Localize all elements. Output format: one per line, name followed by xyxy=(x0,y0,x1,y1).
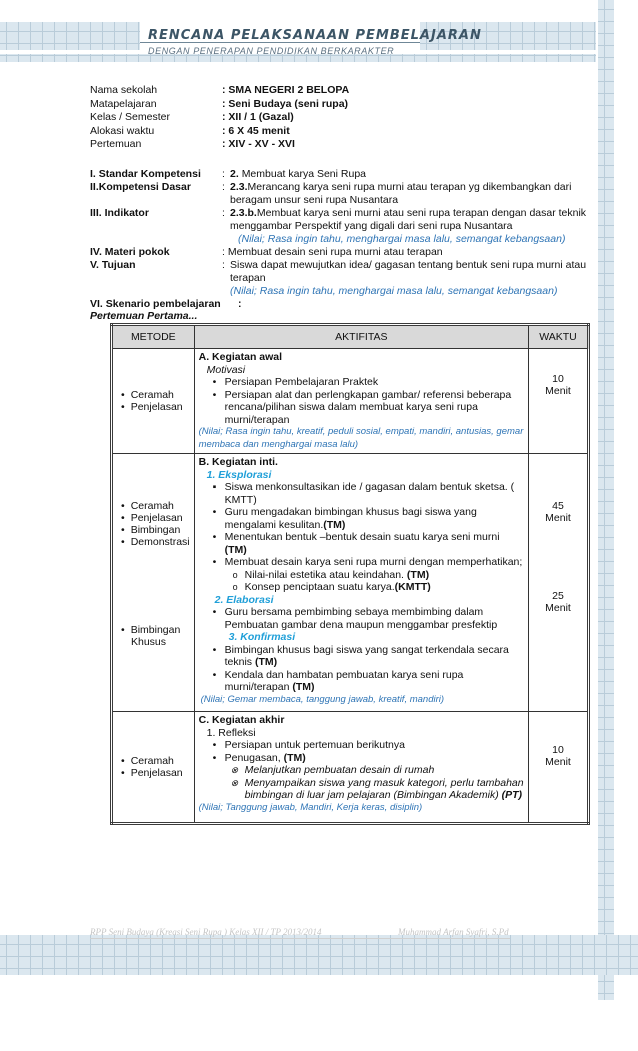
activity-item xyxy=(199,669,524,694)
materi-text: : Membuat desain seni rupa murni atau terapan xyxy=(222,246,443,258)
tujuan-colon: : xyxy=(222,259,225,271)
kd-number: 2.3. xyxy=(230,181,248,193)
time-cell xyxy=(529,349,589,454)
sk-text: Membuat karya Seni Rupa xyxy=(241,168,367,180)
item-text: Menyampaikan siswa yang masuk kategori, perlu tambahan bimbingan di luar jam pelajaran (Bimbingan Akademik) xyxy=(244,776,524,801)
value-note: (Nilai; Rasa ingin tahu, kreatif, peduli sosial, empati, mandiri, antusias, gemar membaca dan menghargai masa lalu) xyxy=(198,426,524,450)
info-label: Nama sekolah xyxy=(90,84,158,96)
footer-pattern xyxy=(0,935,638,975)
time-value: 10 xyxy=(552,373,564,385)
item-text: Konsep penciptaan suatu karya. xyxy=(244,581,395,593)
sk-colon: : xyxy=(222,168,225,180)
info-value: : 6 X 45 menit xyxy=(222,124,290,137)
item-tag: (PT) xyxy=(501,789,523,801)
refleksi-label: 1. Refleksi xyxy=(206,726,256,739)
activity-cell xyxy=(194,349,528,454)
side-pattern-right xyxy=(598,0,614,1000)
activity-cell xyxy=(194,454,528,712)
item-tag: (TM) xyxy=(254,656,278,668)
info-row xyxy=(90,111,349,125)
info-label: Matapelajaran xyxy=(90,97,157,110)
eksplorasi-label: 1. Eksplorasi xyxy=(206,468,272,481)
table-row xyxy=(112,712,589,824)
item-tag: (TM) xyxy=(224,543,247,556)
sub-item xyxy=(199,581,524,594)
item-text: Melanjutkan pembuatan desain di rumah xyxy=(244,764,435,776)
method-item: • Penjelasan xyxy=(131,512,190,524)
method-item: • Ceramah xyxy=(131,500,190,512)
col-header-waktu: WAKTU xyxy=(529,325,589,349)
motivasi-label: Motivasi xyxy=(206,363,246,376)
ind-text: Membuat karya seni murni atau seni rupa terapan dengan dasar teknik xyxy=(256,207,587,219)
ind-note: (Nilai; Rasa ingin tahu, menghargai masa lalu, semangat kebangsaan) xyxy=(238,233,566,245)
info-label: Pertemuan xyxy=(90,138,142,150)
kd-label: II.Kompetensi Dasar xyxy=(90,181,191,193)
activity-title: B. Kegiatan inti. xyxy=(198,456,278,468)
method-item: • Bimbingan xyxy=(131,524,190,536)
activity-item xyxy=(199,739,524,752)
activity-item: • Guru bersama pembimbing sebaya membimbing dalam Pembuatan gambar dena maupun menggambar presfektip xyxy=(199,606,524,631)
value-note: (Nilai; Tanggung jawab, Mandiri, Kerja keras, disiplin) xyxy=(198,801,423,813)
ind-row xyxy=(90,207,600,220)
kd-row xyxy=(90,181,600,194)
item-tag: (TM) xyxy=(323,518,346,531)
time-cell xyxy=(529,454,589,712)
method-item: • Penjelasan xyxy=(131,767,190,779)
kd-text-cont: beragam unsur seni rupa Nusantara xyxy=(230,194,399,206)
col-header-metode: METODE xyxy=(112,325,195,349)
info-row xyxy=(90,98,349,112)
item-text: Penugasan, xyxy=(224,751,281,764)
time-unit: Menit xyxy=(545,512,571,524)
ind-number: 2.3.b. xyxy=(230,207,257,219)
page-subtitle: DENGAN PENERAPAN PENDIDIKAN BERKARAKTER xyxy=(148,46,395,56)
item-tag: (KMTT) xyxy=(394,581,431,593)
time-unit: Menit xyxy=(545,385,571,397)
item-tag: (TM) xyxy=(292,681,315,693)
skenario-label: VI. Skenario pembelajaran xyxy=(90,298,221,310)
item-text: Siswa menkonsultasikan ide / gagasan dalam bentuk sketsa. ( KMTT) xyxy=(224,481,515,506)
method-item: • Demonstrasi xyxy=(131,536,190,548)
meeting-label: Pertemuan Pertama... xyxy=(90,310,198,322)
time-value: 25 xyxy=(552,590,564,602)
footer-rule xyxy=(90,938,510,939)
info-row xyxy=(90,125,349,139)
table-row xyxy=(112,454,589,712)
activity-item xyxy=(199,644,524,669)
method-item: • Penjelasan xyxy=(131,401,190,413)
item-text: Guru mengadakan bimbingan khusus bagi siswa yang mengalami kesulitan. xyxy=(224,506,477,531)
activity-item xyxy=(199,506,524,531)
page-title: RENCANA PELAKSANAAN PEMBELAJARAN xyxy=(148,28,482,43)
sub-item xyxy=(199,569,524,582)
competency-section xyxy=(90,168,600,311)
item-text: Persiapan untuk pertemuan berikutnya xyxy=(224,739,405,751)
method-item: • Ceramah xyxy=(131,389,190,401)
tujuan-text-cont: terapan xyxy=(230,272,266,284)
sub-item xyxy=(199,764,524,777)
sk-row xyxy=(90,168,600,181)
tujuan-label: V. Tujuan xyxy=(90,259,136,271)
info-label: Alokasi waktu xyxy=(90,124,155,137)
info-value: : XIV - XV - XVI xyxy=(222,138,295,150)
time-unit: Menit xyxy=(545,602,571,614)
method-cell xyxy=(112,349,195,454)
activity-item xyxy=(199,752,524,765)
table-row xyxy=(112,349,589,454)
info-label: Kelas / Semester xyxy=(90,111,170,123)
elaborasi-label: 2. Elaborasi xyxy=(214,593,274,606)
table-header-row xyxy=(112,325,589,349)
time-cell xyxy=(529,712,589,824)
ind-colon: : xyxy=(222,207,225,219)
item-text: Membuat desain karya seni rupa murni dengan memperhatikan; xyxy=(224,556,523,568)
materi-label: IV. Materi pokok xyxy=(90,246,170,258)
item-text: Bimbingan khusus bagi siswa yang sangat terkendala secara teknis xyxy=(224,643,509,668)
info-row xyxy=(90,84,349,98)
footer-author: Muhammad Arfan Syafri, S.Pd xyxy=(398,927,509,937)
info-row xyxy=(90,138,349,152)
item-text: Kendala dan hambatan pembuatan karya seni rupa murni/terapan xyxy=(224,668,464,693)
konfirmasi-label: 3. Konfirmasi xyxy=(228,631,296,643)
sk-number: 2. xyxy=(230,168,239,180)
kd-colon: : xyxy=(222,181,225,193)
method-item: • Bimbingan Khusus xyxy=(131,624,190,648)
method-item: • Ceramah xyxy=(131,755,190,767)
item-tag: (TM) xyxy=(406,568,430,581)
activity-item: • Persiapan alat dan perlengkapan gambar/ referensi beberapa rencana/pilihan siswa dalam membuat karya seni rupa murni/terapan xyxy=(199,389,524,427)
activity-item xyxy=(199,556,524,569)
activity-item xyxy=(199,531,524,556)
activity-title: A. Kegiatan awal xyxy=(198,351,283,363)
item-text: Nilai-nilai estetika atau keindahan. xyxy=(244,568,404,581)
time-value: 10 xyxy=(552,744,564,756)
time-value: 45 xyxy=(552,500,564,512)
value-note: (Nilai; Gemar membaca, tanggung jawab, kreatif, mandiri) xyxy=(200,693,445,705)
materi-row xyxy=(90,246,600,259)
activity-title: C. Kegiatan akhir xyxy=(198,714,285,726)
item-tag: (TM) xyxy=(283,751,306,764)
identity-table xyxy=(90,84,349,152)
skenario-colon: : xyxy=(238,298,242,310)
header-pattern-left xyxy=(0,22,140,50)
time-unit: Menit xyxy=(545,756,571,768)
sub-item xyxy=(199,777,524,802)
kd-text: Merancang karya seni rupa murni atau terapan yg dikembangkan dari xyxy=(247,181,572,193)
footer-left-text: RPP Seni Budaya (Kreasi Seni Rupa ) Kelas XII / TP 2013/2014 xyxy=(90,927,322,937)
ind-text-cont: menggambar Perspektif yang digali dari seni rupa Nusantara xyxy=(230,220,513,232)
tujuan-note: (Nilai; Rasa ingin tahu, menghargai masa lalu, semangat kebangsaan) xyxy=(230,285,558,297)
info-value: : SMA NEGERI 2 BELOPA xyxy=(222,84,350,96)
col-header-aktifitas: AKTIFITAS xyxy=(194,325,528,349)
activity-item xyxy=(199,481,524,506)
method-cell xyxy=(112,454,195,712)
info-value: : Seni Budaya (seni rupa) xyxy=(222,97,349,110)
tujuan-row xyxy=(90,259,600,272)
activity-item: • Persiapan Pembelajaran Praktek xyxy=(199,376,524,389)
ind-label: III. Indikator xyxy=(90,207,149,219)
activity-cell xyxy=(194,712,528,824)
sk-label: I. Standar Kompetensi xyxy=(90,168,201,180)
item-text: Menentukan bentuk –bentuk desain suatu karya seni murni xyxy=(224,531,500,543)
activity-table xyxy=(110,323,590,825)
method-cell xyxy=(112,712,195,824)
tujuan-text: Siswa dapat mewujutkan idea/ gagasan tentang bentuk seni rupa murni atau xyxy=(230,259,587,271)
info-value: : XII / 1 (Gazal) xyxy=(222,111,294,123)
